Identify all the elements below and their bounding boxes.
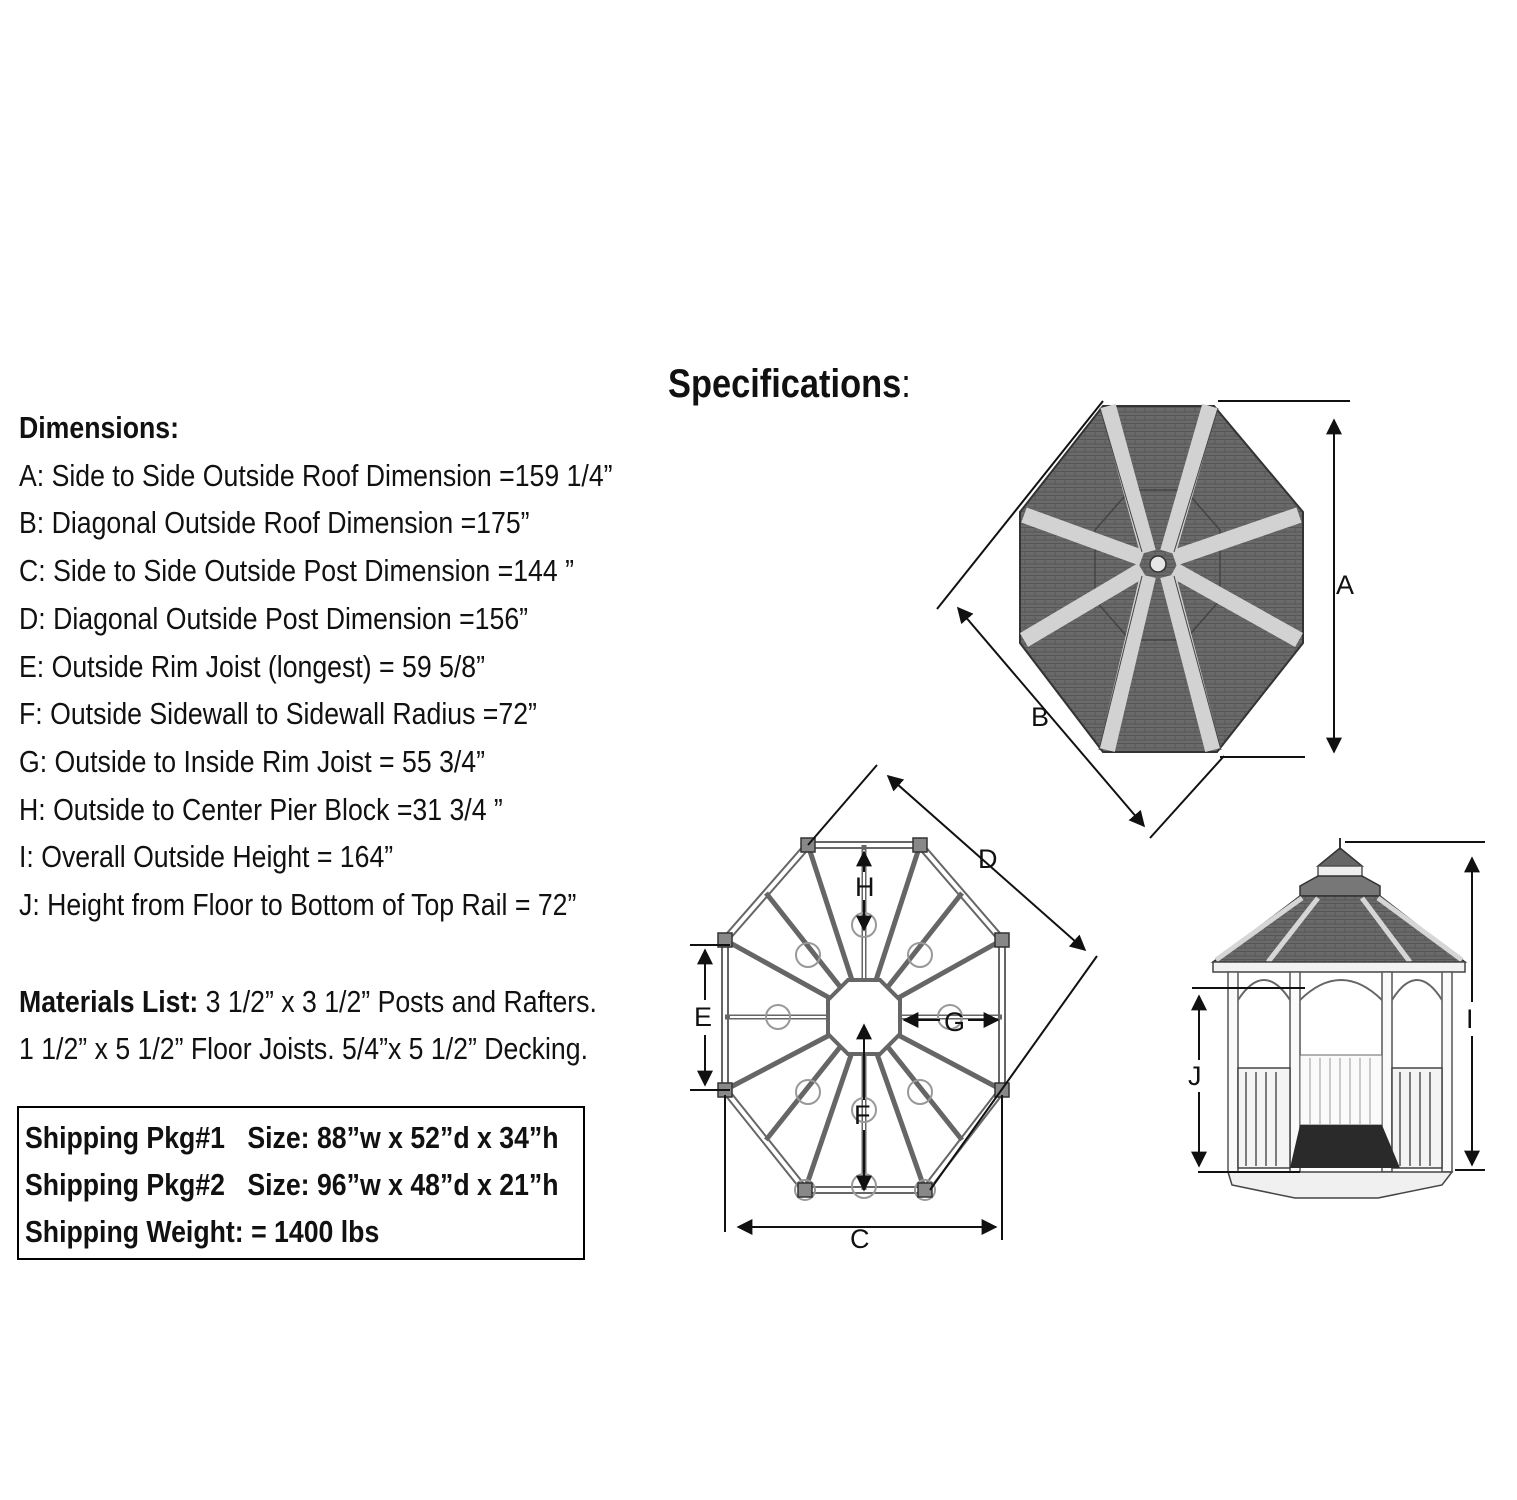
dimension-item-c: C: Side to Side Outside Post Dimension =144 ” bbox=[19, 553, 574, 589]
dim-label-j: J bbox=[1188, 1061, 1202, 1091]
gazebo-floor bbox=[1290, 1125, 1400, 1168]
dim-d-extension-top bbox=[808, 765, 877, 845]
dimension-item-a: A: Side to Side Outside Roof Dimension =159 1/4” bbox=[19, 457, 613, 493]
dimension-item-h: H: Outside to Center Pier Block =31 3/4 ” bbox=[19, 791, 503, 827]
dim-label-f: F bbox=[854, 1100, 871, 1130]
shipping-pkg1-size: Size: 88”w x 52”d x 34”h bbox=[247, 1120, 559, 1155]
roof-fascia bbox=[1213, 962, 1465, 972]
shipping-pkg2-label: Shipping Pkg#2 bbox=[25, 1167, 225, 1202]
roof-finial bbox=[1150, 556, 1166, 572]
materials-label: Materials List: bbox=[19, 984, 199, 1019]
floor-frame-view bbox=[690, 765, 1097, 1254]
dim-label-c: C bbox=[850, 1224, 870, 1254]
dim-label-i: I bbox=[1466, 1004, 1474, 1034]
cupola-lower-roof bbox=[1300, 876, 1380, 896]
shipping-weight: Shipping Weight: = 1400 lbs bbox=[25, 1214, 380, 1249]
dim-label-g: G bbox=[944, 1007, 966, 1037]
dim-label-h: H bbox=[855, 872, 875, 902]
dimension-item-f: F: Outside Sidewall to Sidewall Radius =72” bbox=[19, 696, 537, 732]
dimension-item-e: E: Outside Rim Joist (longest) = 59 5/8” bbox=[19, 648, 486, 684]
dim-label-d: D bbox=[978, 844, 998, 874]
gazebo-arches bbox=[1238, 980, 1442, 1000]
dimension-item-b: B: Diagonal Outside Roof Dimension =175” bbox=[19, 505, 530, 541]
cupola-roof bbox=[1318, 848, 1362, 866]
dim-label-b: B bbox=[1031, 702, 1050, 732]
main-roof bbox=[1213, 896, 1465, 962]
dimension-item-i: I: Overall Outside Height = 164” bbox=[19, 839, 394, 875]
dim-label-a: A bbox=[1336, 570, 1355, 600]
dim-b-extension-right bbox=[1150, 756, 1224, 838]
dimensions-heading: Dimensions: bbox=[19, 410, 179, 445]
dimension-item-d: D: Diagonal Outside Post Dimension =156” bbox=[19, 600, 529, 636]
specifications-colon: : bbox=[901, 362, 911, 406]
gazebo-base bbox=[1228, 1172, 1452, 1198]
specifications-title-text: Specifications bbox=[668, 362, 902, 406]
shipping-pkg2-size: Size: 96”w x 48”d x 21”h bbox=[247, 1167, 559, 1202]
materials-line-2: 1 1/2” x 5 1/2” Floor Joists. 5/4”x 5 1/2” Decking. bbox=[19, 1031, 588, 1066]
dimension-item-g: G: Outside to Inside Rim Joist = 55 3/4” bbox=[19, 743, 486, 779]
dim-label-e: E bbox=[694, 1002, 713, 1032]
dimension-item-j: J: Height from Floor to Bottom of Top Rail = 72” bbox=[19, 887, 577, 923]
shipping-pkg1-label: Shipping Pkg#1 bbox=[25, 1120, 225, 1155]
materials-text-1: 3 1/2” x 3 1/2” Posts and Rafters. bbox=[198, 984, 597, 1019]
gazebo-perspective-view bbox=[1188, 838, 1485, 1198]
roof-top-view bbox=[937, 401, 1354, 838]
